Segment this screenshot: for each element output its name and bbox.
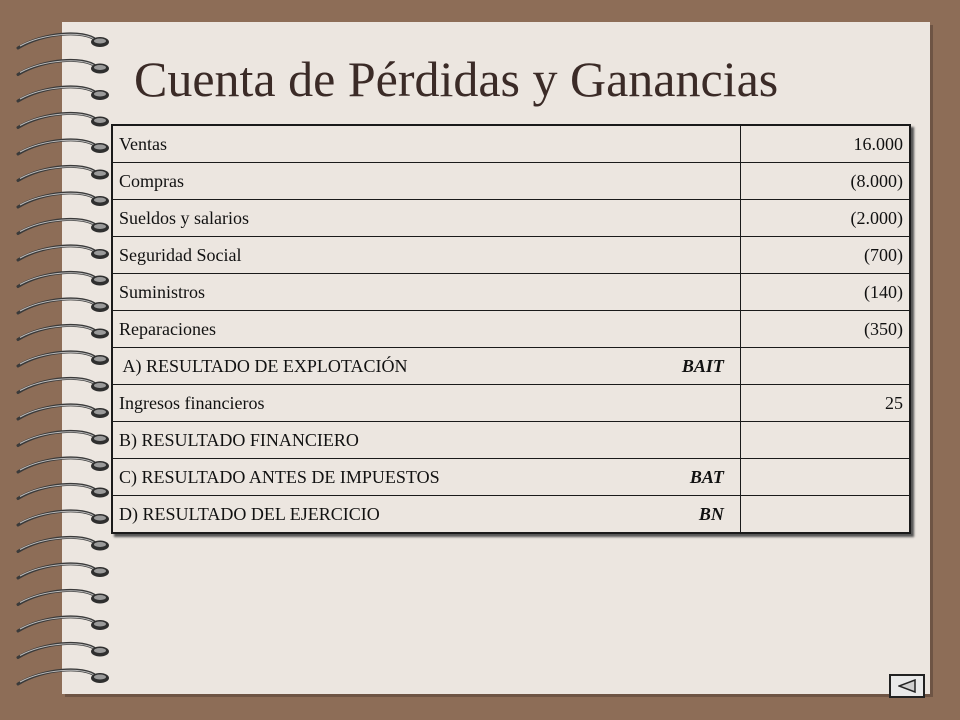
income-statement-table <box>111 124 911 534</box>
row-value: (140) <box>740 274 910 311</box>
row-label-cell <box>112 422 740 459</box>
spiral-coil <box>18 140 109 154</box>
spiral-coil <box>18 643 109 657</box>
spiral-coil <box>18 511 109 525</box>
row-value: 16.000 <box>740 125 910 163</box>
table-row <box>112 385 910 422</box>
row-label: D) RESULTADO DEL EJERCICIO <box>119 503 380 524</box>
spiral-coil <box>18 670 109 684</box>
row-label-cell <box>112 274 740 311</box>
spiral-coil <box>18 60 109 74</box>
back-triangle-icon <box>898 679 916 693</box>
row-label: Reparaciones <box>119 318 216 339</box>
page-title: Cuenta de Pérdidas y Ganancias <box>134 51 779 107</box>
row-label: Ingresos financieros <box>119 392 265 413</box>
spiral-coil <box>18 537 109 551</box>
spiral-coil <box>18 484 109 498</box>
row-label-wrap <box>119 319 734 340</box>
spiral-binding <box>14 24 124 696</box>
row-label-cell <box>112 459 740 496</box>
row-value: (350) <box>740 311 910 348</box>
row-value: (700) <box>740 237 910 274</box>
back-button[interactable] <box>889 674 925 698</box>
row-label: A) RESULTADO DE EXPLOTACIÓN <box>119 355 408 376</box>
row-label-cell <box>112 237 740 274</box>
table-row <box>112 422 910 459</box>
row-value: (8.000) <box>740 163 910 200</box>
spiral-coil <box>18 431 109 445</box>
table-row <box>112 125 910 163</box>
spiral-coil <box>18 87 109 101</box>
row-label: Seguridad Social <box>119 244 242 265</box>
row-label-wrap <box>119 134 734 155</box>
table-row <box>112 200 910 237</box>
table-row <box>112 496 910 534</box>
row-label-wrap <box>119 393 734 414</box>
row-label-wrap <box>119 356 734 377</box>
row-label: Sueldos y salarios <box>119 207 249 228</box>
row-label: Ventas <box>119 133 167 154</box>
spiral-coil <box>18 564 109 578</box>
spiral-coil <box>18 193 109 207</box>
spiral-coil <box>18 113 109 127</box>
row-value: 25 <box>740 385 910 422</box>
row-value <box>740 422 910 459</box>
table-row <box>112 237 910 274</box>
table-row <box>112 311 910 348</box>
row-label-cell <box>112 496 740 534</box>
spiral-coil <box>18 617 109 631</box>
row-value <box>740 496 910 534</box>
spiral-coil <box>18 378 109 392</box>
spiral-coil <box>18 272 109 286</box>
row-label-wrap <box>119 467 734 488</box>
table-row <box>112 459 910 496</box>
row-abbreviation: BAT <box>689 466 724 487</box>
row-label-wrap <box>119 430 734 451</box>
row-label-cell <box>112 311 740 348</box>
row-abbreviation: BAIT <box>681 355 724 376</box>
spiral-coil <box>18 325 109 339</box>
row-value <box>740 459 910 496</box>
row-label-cell <box>112 200 740 237</box>
row-label: Suministros <box>119 281 206 302</box>
row-label-cell <box>112 163 740 200</box>
row-label-wrap <box>119 245 734 266</box>
row-label: C) RESULTADO ANTES DE IMPUESTOS <box>119 466 440 487</box>
row-abbreviation: BN <box>698 503 724 524</box>
spiral-coil <box>18 246 109 260</box>
row-label-wrap <box>119 504 734 525</box>
spiral-coil <box>18 219 109 233</box>
row-value <box>740 348 910 385</box>
row-label-wrap <box>119 208 734 229</box>
row-label-cell <box>112 385 740 422</box>
row-label-cell <box>112 125 740 163</box>
spiral-coil <box>18 34 109 48</box>
row-label: B) RESULTADO FINANCIERO <box>119 429 359 450</box>
table-row <box>112 274 910 311</box>
row-label-cell <box>112 348 740 385</box>
row-value: (2.000) <box>740 200 910 237</box>
row-label: Compras <box>119 170 184 191</box>
spiral-coil <box>18 299 109 313</box>
row-label-wrap <box>119 282 734 303</box>
row-label-wrap <box>119 171 734 192</box>
spiral-coil <box>18 166 109 180</box>
spiral-coil <box>18 590 109 604</box>
spiral-coil <box>18 352 109 366</box>
table-row <box>112 163 910 200</box>
table-row <box>112 348 910 385</box>
spiral-coil <box>18 405 109 419</box>
spiral-coil <box>18 458 109 472</box>
